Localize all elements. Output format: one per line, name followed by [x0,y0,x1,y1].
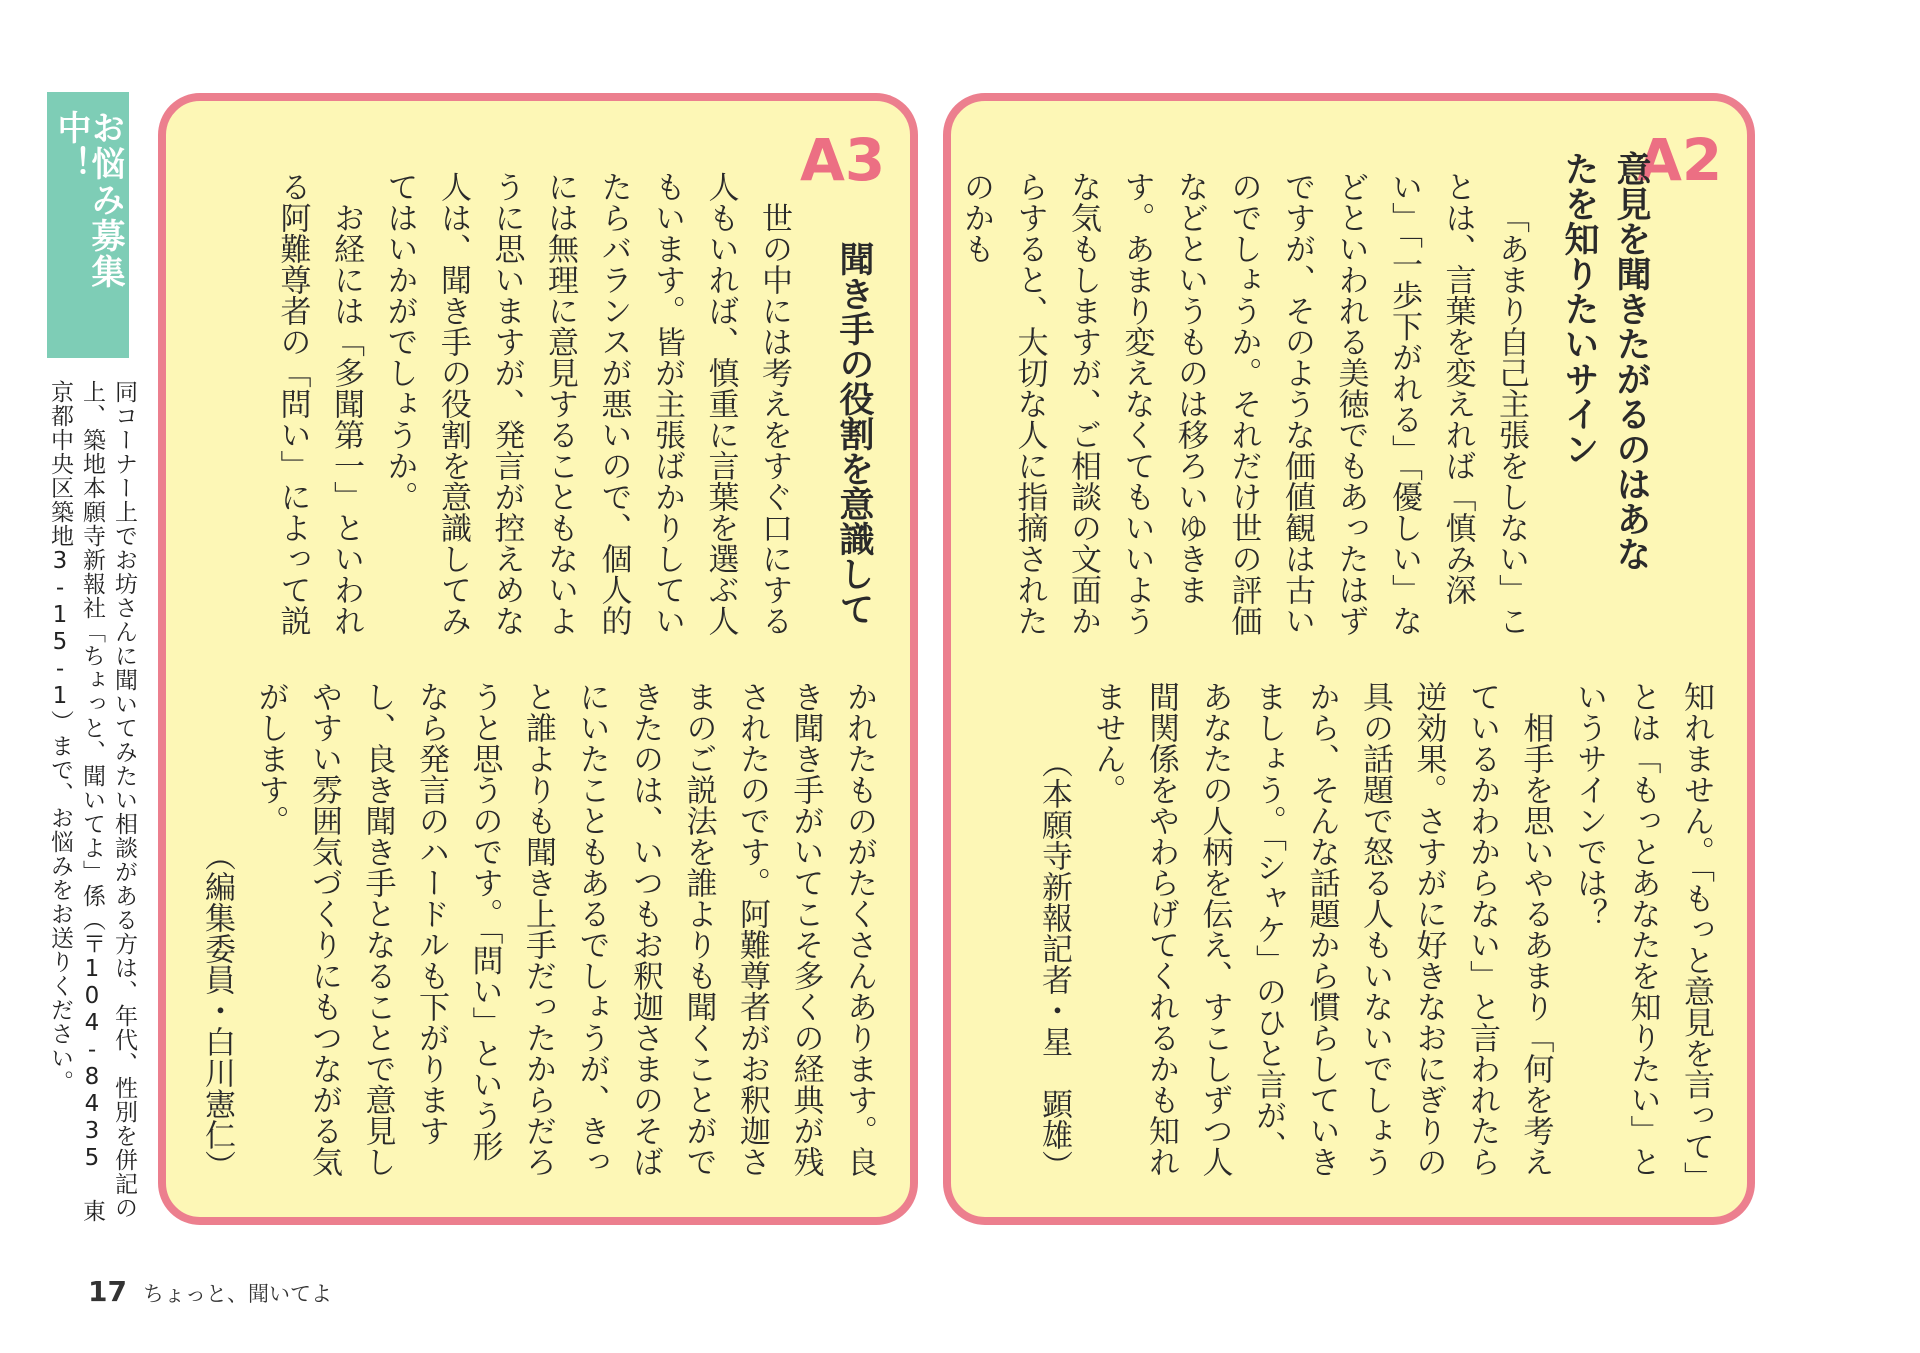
paragraph: 「あまり自己主張をしない」ことは、言葉を変えれば「慎み深い」「一歩下がれる」「優しい」などといわれる美徳でもあったはずですが、そのような価値観は古いのでしょうか。それだけ世の評価などというものは移ろいゆきます。あまり変えなくてもいいような気もしますが、ご相談の文面からすると、大切な人に指摘されたのかも [958,171,1529,636]
answer-headline-a2: 意見を聞きたがるのはあなたを知りたいサイン [1559,151,1651,571]
answer-body-a3-top [260,171,800,641]
answer-body-a3-bottom [199,681,885,1181]
recruit-tag [47,92,129,358]
answer-badge-a2: A2 [1637,126,1723,194]
paragraph: 知れません。「もっと意見を言って」とは「もっとあなたを知りたい」というサインでは？ [1571,681,1714,1177]
page-number: 17 [88,1275,127,1308]
answer-card-a3 [158,93,918,1225]
answer-credit-a2: （本願寺新報記者・星 顕雄） [1036,747,1072,1181]
paragraph: お経には「多聞第一」といわれる阿難尊者の「問い」によって説 [274,171,364,636]
recruit-tag-label: お悩み募集中！ [51,110,125,290]
answer-card-a2 [943,93,1755,1225]
paragraph: かれたものがたくさんあります。良き聞き手がいてこそ多くの経典が残されたのです。阿難尊者がお釈迦さまのご説法を誰よりも聞くことができたのは、いつもお釈迦さまのそばにいたこともあるでしょうが、きっと誰よりも聞き上手だったからだろうと思うのです。「問い」という形なら発言のハードルも下がりますし、良き聞き手となることで意見しやすい雰囲気づくりにもつながる気がします。 [252,681,877,1177]
answer-badge-a3: A3 [800,126,886,194]
paragraph: 相手を思いやるあまり「何を考えているかわからない」と言われたら逆効果。さすがに好きなおにぎりの具の話題で怒る人もいないでしょうから、そんな話題から慣らしていきましょう。「シャケ」のひと言が、あなたの人柄を伝え、すこしずつ人間関係をやわらげてくれるかも知れません。 [1089,681,1554,1177]
paragraph: 世の中には考えをすぐ口にする人もいれば、慎重に言葉を選ぶ人もいます。皆が主張ばかりしていたらバランスが悪いので、個人的には無理に意見することもないように思いますが、発言が控えめな人は、聞き手の役割を意識してみてはいかがでしょうか。 [381,171,792,636]
answer-body-a2-bottom [1022,681,1722,1181]
answer-body-a2-top [958,171,1537,641]
column-title: ちょっと、聞いてよ [142,1282,332,1306]
page-footer [88,1275,332,1308]
answer-headline-a3: 聞き手の役割を意識して [834,241,874,626]
submission-note: 同コーナー上でお坊さんに聞いてみたい相談がある方は、年代、性別を併記の上、築地本願寺新報社「ちょっと、聞いてよ」係（〒104-8435 東京都中央区築地3-15-1）まで、お悩みをお送りください。 [47,380,137,1223]
answer-credit-a3: （編集委員・白川憲仁） [199,840,235,1181]
